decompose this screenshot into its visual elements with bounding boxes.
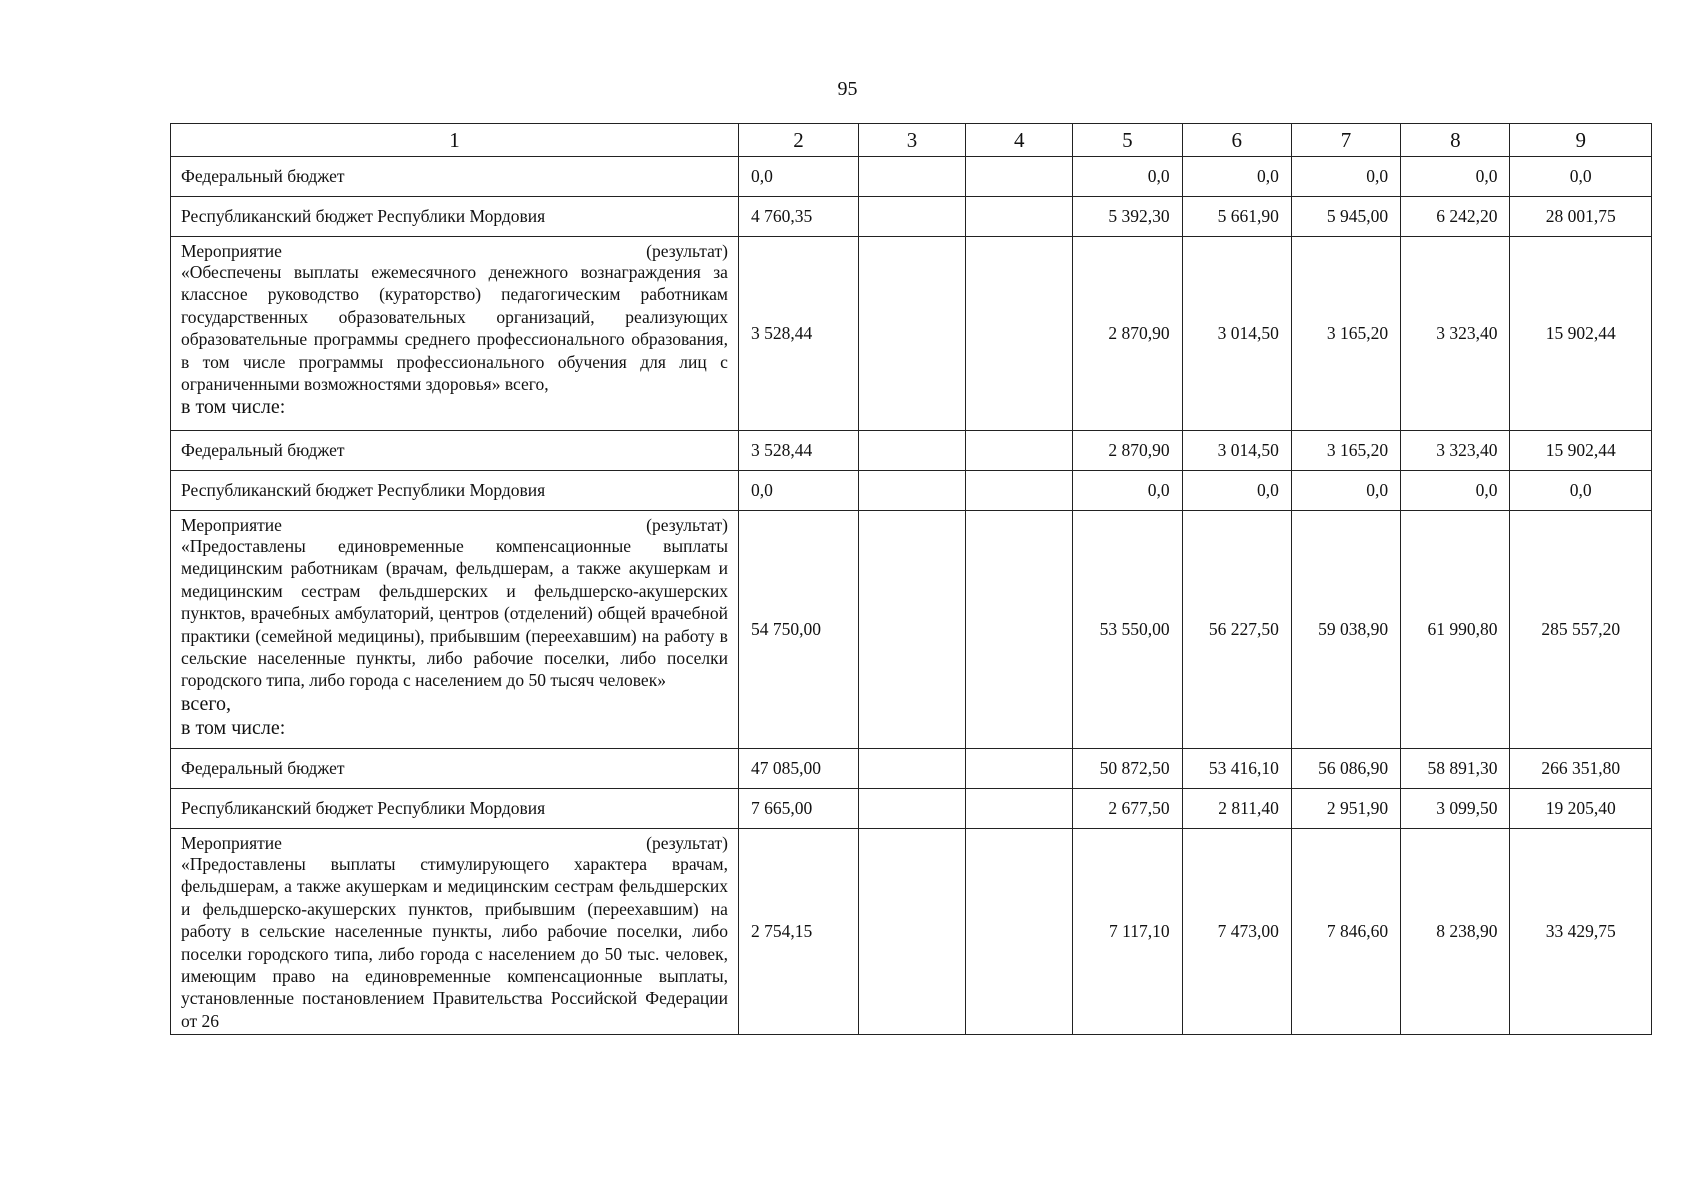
- column-number-row: [171, 124, 1652, 157]
- value-cell-col-3: [858, 197, 965, 237]
- value-cell-col-4: [966, 157, 1073, 197]
- measure-heading: [181, 833, 728, 853]
- value-cell-col-3: [858, 471, 965, 511]
- column-number: 1: [171, 124, 739, 157]
- measure-result-label: (результат): [646, 833, 728, 853]
- measure-result-label: (результат): [646, 241, 728, 261]
- funding-source-label: Федеральный бюджет: [171, 749, 739, 789]
- budget-table: [170, 123, 1652, 1035]
- value-cell-col-8: 3 323,40: [1401, 237, 1510, 431]
- value-cell-col-5: 5 392,30: [1073, 197, 1182, 237]
- column-number: 3: [858, 124, 965, 157]
- value-cell-col-8: 3 323,40: [1401, 431, 1510, 471]
- value-cell-col-7: 0,0: [1291, 157, 1400, 197]
- value-cell-col-7: 2 951,90: [1291, 789, 1400, 829]
- value-cell-col-6: 0,0: [1182, 157, 1291, 197]
- measure-description: [171, 237, 739, 431]
- value-cell-col-4: [966, 237, 1073, 431]
- measure-row: [171, 511, 1652, 749]
- measure-row: [171, 237, 1652, 431]
- value-cell-col-8: 58 891,30: [1401, 749, 1510, 789]
- funding-source-label: Федеральный бюджет: [171, 431, 739, 471]
- measure-heading-label: Мероприятие: [181, 833, 282, 853]
- funding-source-row: [171, 157, 1652, 197]
- value-cell-col-4: [966, 829, 1073, 1035]
- value-cell-col-3: [858, 749, 965, 789]
- value-cell-col-7: 3 165,20: [1291, 431, 1400, 471]
- measure-tail-text: всего, в том числе:: [181, 692, 286, 739]
- value-cell-col-6: 2 811,40: [1182, 789, 1291, 829]
- measure-description: [171, 829, 739, 1035]
- value-cell-col-5: 53 550,00: [1073, 511, 1182, 749]
- value-cell-col-9: 15 902,44: [1510, 237, 1652, 431]
- value-cell-col-3: [858, 829, 965, 1035]
- value-cell-col-6: 5 661,90: [1182, 197, 1291, 237]
- measure-tail-text: в том числе:: [181, 396, 286, 419]
- column-number: 2: [738, 124, 858, 157]
- value-cell-col-4: [966, 471, 1073, 511]
- value-cell-col-2: 4 760,35: [738, 197, 858, 237]
- value-cell-col-4: [966, 511, 1073, 749]
- value-cell-col-2: 47 085,00: [738, 749, 858, 789]
- value-cell-col-3: [858, 511, 965, 749]
- funding-source-row: [171, 789, 1652, 829]
- measure-heading: [181, 241, 728, 261]
- value-cell-col-8: 0,0: [1401, 471, 1510, 511]
- value-cell-col-7: 5 945,00: [1291, 197, 1400, 237]
- column-number: 8: [1401, 124, 1510, 157]
- measure-text: «Предоставлены выплаты стимулирующего характера врачам, фельдшерам, а также акушеркам и медицинским сестрам фельдшерских и фельдшерско-акушерских пунктов, прибывшим (переехавшим) на работу в сельские населенные пункты, либо рабочие поселки, либо поселки городского типа, либо города с населением до 50 тыс. человек, имеющим право на единовременные компенсационные выплаты, установленные постановлением Правительства Российской Федерации от 26: [181, 854, 728, 1031]
- value-cell-col-5: 0,0: [1073, 471, 1182, 511]
- measure-description: [171, 511, 739, 749]
- funding-source-label: Республиканский бюджет Республики Мордовия: [171, 471, 739, 511]
- value-cell-col-9: 33 429,75: [1510, 829, 1652, 1035]
- value-cell-col-9: 0,0: [1510, 471, 1652, 511]
- value-cell-col-8: 0,0: [1401, 157, 1510, 197]
- value-cell-col-7: 0,0: [1291, 471, 1400, 511]
- value-cell-col-5: 2 870,90: [1073, 237, 1182, 431]
- value-cell-col-4: [966, 749, 1073, 789]
- funding-source-label: Республиканский бюджет Республики Мордовия: [171, 789, 739, 829]
- value-cell-col-7: 3 165,20: [1291, 237, 1400, 431]
- value-cell-col-7: 59 038,90: [1291, 511, 1400, 749]
- value-cell-col-5: 7 117,10: [1073, 829, 1182, 1035]
- value-cell-col-6: 3 014,50: [1182, 237, 1291, 431]
- value-cell-col-5: 2 870,90: [1073, 431, 1182, 471]
- value-cell-col-2: 3 528,44: [738, 237, 858, 431]
- value-cell-col-6: 3 014,50: [1182, 431, 1291, 471]
- measure-heading-label: Мероприятие: [181, 241, 282, 261]
- measure-result-label: (результат): [646, 515, 728, 535]
- value-cell-col-7: 7 846,60: [1291, 829, 1400, 1035]
- value-cell-col-2: 54 750,00: [738, 511, 858, 749]
- column-number: 6: [1182, 124, 1291, 157]
- measure-text: «Обеспечены выплаты ежемесячного денежного вознаграждения за классное руководство (кураторство) педагогическим работникам государственных образовательных организаций, реализующих образовательные программы среднего профессионального образования, в том числе программы профессионального обучения для лиц с ограниченными возможностями здоровья» всего,: [181, 262, 728, 395]
- value-cell-col-9: 0,0: [1510, 157, 1652, 197]
- value-cell-col-8: 3 099,50: [1401, 789, 1510, 829]
- value-cell-col-3: [858, 789, 965, 829]
- value-cell-col-5: 0,0: [1073, 157, 1182, 197]
- value-cell-col-2: 2 754,15: [738, 829, 858, 1035]
- value-cell-col-6: 56 227,50: [1182, 511, 1291, 749]
- value-cell-col-8: 61 990,80: [1401, 511, 1510, 749]
- funding-source-row: [171, 471, 1652, 511]
- value-cell-col-5: 2 677,50: [1073, 789, 1182, 829]
- measure-heading: [181, 515, 728, 535]
- value-cell-col-3: [858, 237, 965, 431]
- value-cell-col-9: 15 902,44: [1510, 431, 1652, 471]
- value-cell-col-5: 50 872,50: [1073, 749, 1182, 789]
- column-number: 4: [966, 124, 1073, 157]
- value-cell-col-9: 266 351,80: [1510, 749, 1652, 789]
- value-cell-col-2: 3 528,44: [738, 431, 858, 471]
- value-cell-col-6: 0,0: [1182, 471, 1291, 511]
- value-cell-col-2: 0,0: [738, 471, 858, 511]
- value-cell-col-9: 285 557,20: [1510, 511, 1652, 749]
- value-cell-col-8: 8 238,90: [1401, 829, 1510, 1035]
- value-cell-col-4: [966, 789, 1073, 829]
- funding-source-label: Федеральный бюджет: [171, 157, 739, 197]
- funding-source-row: [171, 197, 1652, 237]
- value-cell-col-4: [966, 197, 1073, 237]
- value-cell-col-2: 7 665,00: [738, 789, 858, 829]
- value-cell-col-6: 53 416,10: [1182, 749, 1291, 789]
- measure-row: [171, 829, 1652, 1035]
- measure-heading-label: Мероприятие: [181, 515, 282, 535]
- value-cell-col-3: [858, 431, 965, 471]
- value-cell-col-9: 19 205,40: [1510, 789, 1652, 829]
- value-cell-col-6: 7 473,00: [1182, 829, 1291, 1035]
- table-body: [171, 157, 1652, 1035]
- funding-source-label: Республиканский бюджет Республики Мордовия: [171, 197, 739, 237]
- value-cell-col-3: [858, 157, 965, 197]
- value-cell-col-2: 0,0: [738, 157, 858, 197]
- measure-text: «Предоставлены единовременные компенсационные выплаты медицинским работникам (врачам, фельдшерам, а также акушеркам и медицинским сестрам фельдшерских и фельдшерско-акушерских пунктов, врачебных амбулаторий, центров (отделений) общей врачебной практики (семейной медицины), прибывшим (переехавшим) на работу в сельские населенные пункты, либо рабочие поселки, либо поселки городского типа, либо города с населением до 50 тысяч человек»: [181, 536, 728, 691]
- column-number: 7: [1291, 124, 1400, 157]
- page-number: 95: [837, 78, 858, 100]
- value-cell-col-9: 28 001,75: [1510, 197, 1652, 237]
- value-cell-col-4: [966, 431, 1073, 471]
- value-cell-col-8: 6 242,20: [1401, 197, 1510, 237]
- value-cell-col-7: 56 086,90: [1291, 749, 1400, 789]
- funding-source-row: [171, 749, 1652, 789]
- column-number: 5: [1073, 124, 1182, 157]
- funding-source-row: [171, 431, 1652, 471]
- column-number: 9: [1510, 124, 1652, 157]
